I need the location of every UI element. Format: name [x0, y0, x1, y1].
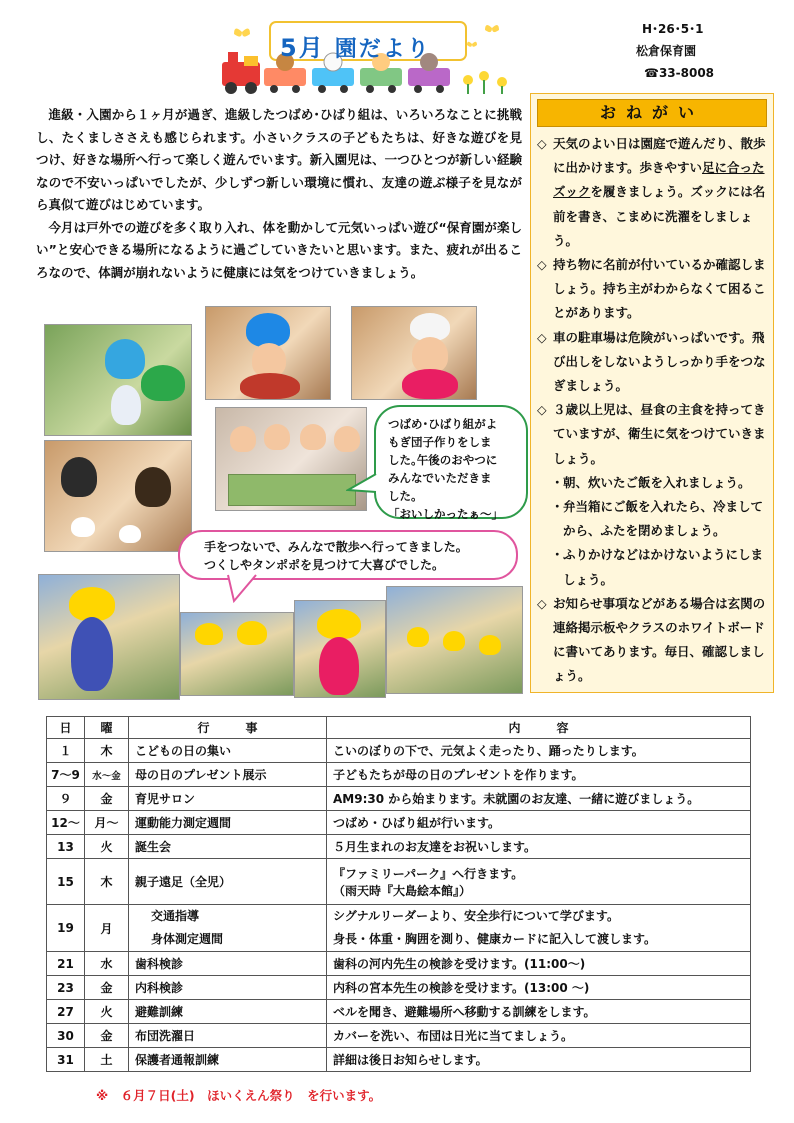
bubble-line: つばめ･ひばり組がよ	[388, 417, 498, 431]
table-row: 30 金 布団洗濯日 カバーを洗い、布団は日光に当てましょう。	[47, 1024, 751, 1048]
phone-number: ☎33-8008	[644, 66, 715, 80]
request-item: ◇ 天気のよい日は園庭で遊んだり、散歩に出かけます。歩きやすい足に合ったズックを履きましょう。ズックには名前を書き、こまめに洗濯をしましょう。	[537, 132, 771, 253]
table-row: 7～9 水～金 母の日のプレゼント展示 子どもたちが母の日のプレゼントを作ります。	[47, 763, 751, 787]
table-row: 19 月 交通指導 身体測定週間 シグナルリーダーより、安全歩行について学びます。 身長・体重・胸囲を測り、健康カードに記入して渡します。	[47, 905, 751, 952]
table-row: ９ 金 育児サロン AM9:30 から始まります。未就園のお友達、一緒に遊びましょう。	[47, 787, 751, 811]
column-header-day: 日	[47, 717, 85, 739]
table-row: 13 火 誕生会 ５月生まれのお友達をお祝いします。	[47, 835, 751, 859]
photo-walk-4	[386, 586, 523, 694]
bubble-line: つくしやタンポポを見つけて大喜びでした。	[204, 558, 445, 572]
header-info	[636, 18, 714, 84]
table-row: 21 水 歯科検診 歯科の河内先生の検診を受けます。(11:00～)	[47, 952, 751, 976]
diamond-bullet-icon: ◇	[537, 402, 547, 418]
table-row: 31 土 保護者通報訓練 詳細は後日お知らせします。	[47, 1048, 751, 1072]
bubble-tail	[346, 470, 380, 500]
table-row: 15 木 親子遠足（全児） 『ファミリーパーク』へ行きます。 （雨天時『大島絵本館』）	[47, 859, 751, 905]
bubble-tail	[226, 573, 266, 605]
photo-walk-2	[180, 612, 294, 696]
table-row: 23 金 内科検診 内科の宮本先生の検診を受けます。(13:00 ～)	[47, 976, 751, 1000]
diamond-bullet-icon: ◇	[537, 595, 547, 611]
bubble-line: 「おいしかったぁ～」	[388, 507, 503, 521]
request-item: ◇ ３歳以上児は、昼食の主食を持ってきていますが、衛生に気をつけていきましょう。	[537, 398, 771, 471]
request-item: ◇ 車の駐車場は危険がいっぱいです。飛び出しをしないようしっかり手をつなぎましょう。	[537, 326, 771, 399]
bubble-line: 手をつないで、みんなで散歩へ行ってきました。	[204, 540, 468, 554]
organization-name: 松倉保育園	[636, 44, 697, 58]
table-header-row	[47, 717, 751, 739]
request-item: ◇ 持ち物に名前が付いているか確認しましょう。持ち主がわからなくて困ることがあります。	[537, 253, 771, 326]
photo-eating-dumplings	[44, 440, 192, 552]
diamond-bullet-icon: ◇	[537, 257, 547, 273]
bubble-line: した｡午後のおやつに	[388, 453, 498, 467]
bubble-line: みんなでいただきま	[388, 471, 492, 485]
request-subitem: ・ 朝、炊いたご飯を入れましょう。	[551, 474, 751, 490]
column-header-weekday: 曜	[85, 717, 129, 739]
bubble-line: した。	[388, 489, 423, 503]
request-item: ◇ お知らせ事項などがある場合は玄関の連絡掲示板やクラスのホワイトボードに書いてあります。毎日、確認しましょう。	[537, 592, 771, 689]
bubble-line: もぎ団子作りをしま	[388, 435, 492, 449]
intro-paragraph-1: 進級・入園から１ヶ月が過ぎ、進級したつばめ･ひばり組は、いろいろなことに挑戦し、たくましささえも感じられます。小さいクラスの子どもたちは、好きな遊びを見つけ、好きな場所へ行って楽しく遊んでいます。新入園児は、一つひとつが新しい経験なので不安いっぱいでしたが、少しずつ新しい環境に慣れ、友達の遊ぶ様子を見ながら真似て遊びはじめています。	[36, 107, 522, 212]
table-row: １ 木 こどもの日の集い こいのぼりの下で、元気よく走ったり、踊ったりします。	[47, 739, 751, 763]
table-row: 12～ 月～ 運動能力測定週間 つばめ・ひばり組が行います。	[47, 811, 751, 835]
photo-walk-1	[38, 574, 180, 700]
intro-text	[36, 104, 522, 284]
photo-dumplings-tray	[215, 407, 367, 511]
photo-dumpling-making-1	[205, 306, 331, 400]
issue-date: H･26･5･1	[642, 22, 704, 36]
photo-dumpling-making-2	[351, 306, 477, 400]
table-row: 27 火 避難訓練 ベルを聞き、避難場所へ移動する訓練をします。	[47, 1000, 751, 1024]
photo-kids-garden	[44, 324, 192, 436]
column-header-content: 内 容	[327, 717, 751, 739]
footer-note: ※ ６月７日(土) ほいくえん祭り を行います。	[96, 1088, 382, 1103]
request-box-title: おねがい	[537, 99, 767, 127]
request-box	[530, 93, 774, 693]
newsletter-title	[280, 28, 431, 63]
intro-paragraph-2: 今月は戸外での遊びを多く取り入れ、体を動かして元気いっぱい遊び“保育園が楽しい”と安心できる場所になるように過ごしていきたいと思います。また、疲れが出るころなので、体調が崩れないように健康には気をつけていきましょう。	[36, 219, 522, 280]
diamond-bullet-icon: ◇	[537, 136, 547, 151]
diamond-bullet-icon: ◇	[537, 329, 547, 345]
title-label: 園だより	[334, 37, 431, 62]
column-header-event: 行 事	[129, 717, 327, 739]
request-subitem: ・ 弁当箱にご飯を入れたら、冷ましてから、ふたを閉めましょう。	[551, 499, 764, 539]
photo-walk-3	[294, 600, 386, 698]
month-label: 5月	[280, 34, 325, 62]
speech-bubble-yomogi	[374, 405, 528, 519]
request-subitem: ・ ふりかけなどはかけないようにしましょう。	[551, 547, 764, 587]
schedule-table	[46, 716, 751, 1072]
